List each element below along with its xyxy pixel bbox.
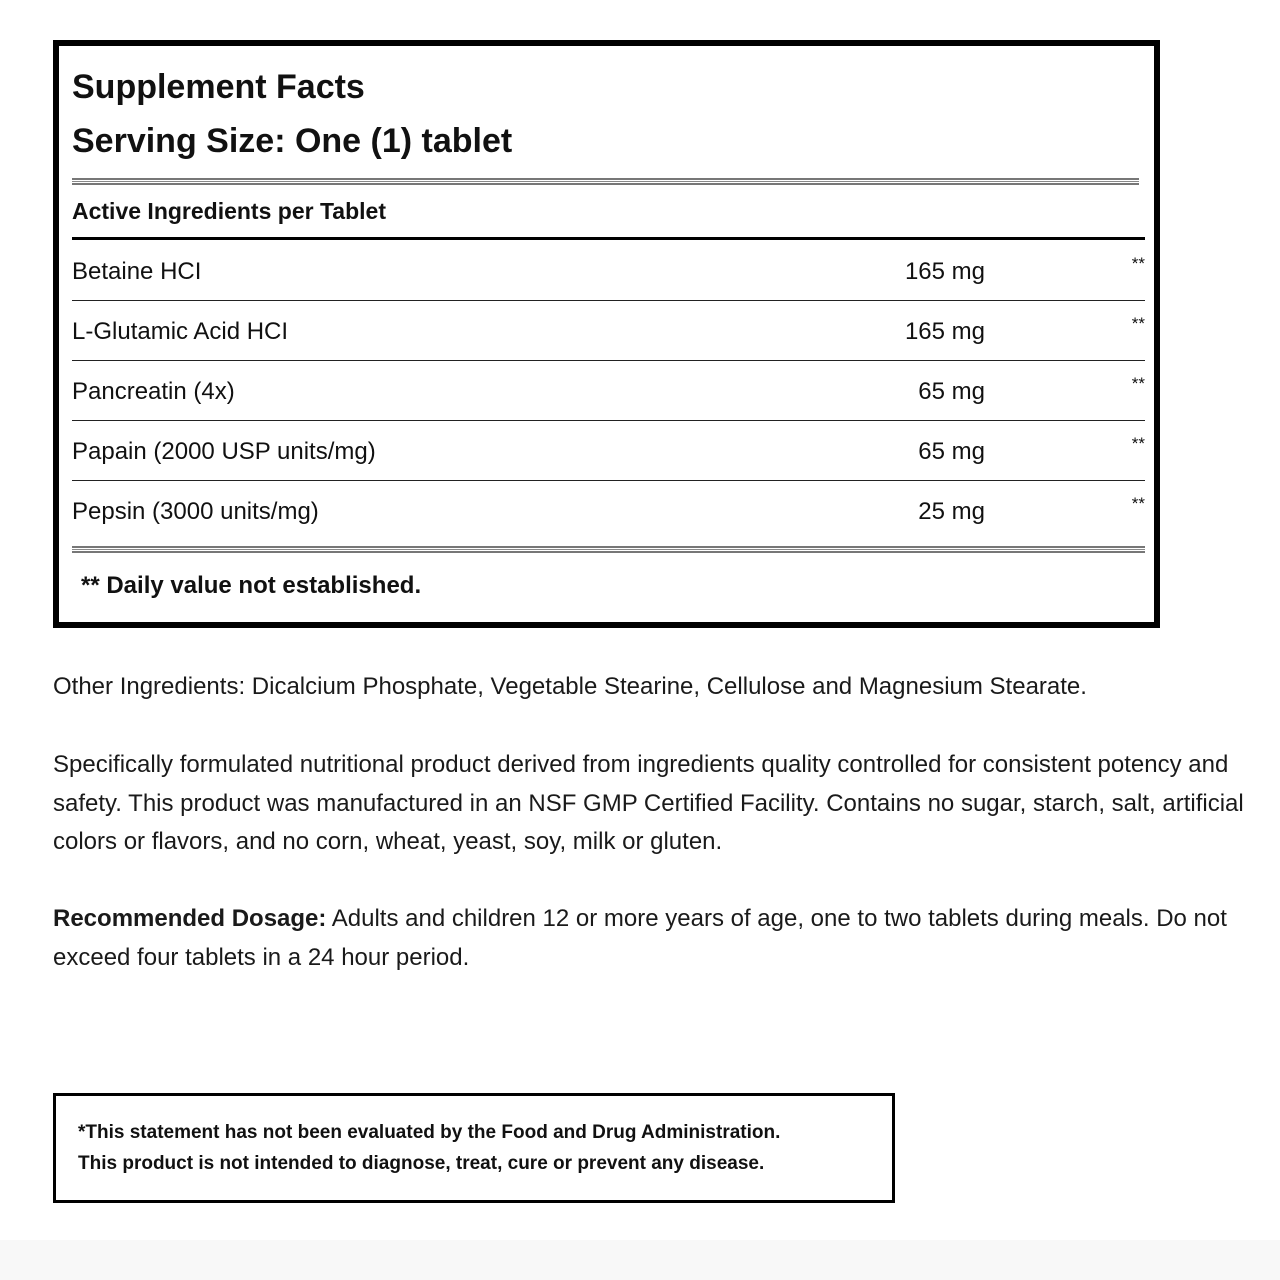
recommended-dosage: [53, 900, 1233, 977]
daily-value-marker: **: [1131, 314, 1145, 333]
ingredient-amount: 165 mg: [904, 318, 985, 345]
daily-value-marker: **: [1131, 374, 1145, 393]
page-footer-band: [0, 1240, 1280, 1280]
ingredient-amount: 165 mg: [904, 258, 985, 285]
active-ingredients-header: Active Ingredients per Tablet: [72, 198, 386, 224]
ingredient-row: [72, 240, 1145, 301]
dosage-label: Recommended Dosage:: [53, 905, 327, 932]
double-divider: [72, 546, 1145, 553]
ingredient-row: [72, 360, 1145, 421]
ingredient-name: Betaine HCI: [72, 258, 202, 285]
ingredient-name: Pepsin (3000 units/mg): [72, 498, 319, 525]
daily-value-marker: **: [1131, 434, 1145, 453]
ingredient-row: [72, 480, 1145, 540]
supplement-facts-panel: [53, 40, 1160, 628]
daily-value-footnote: ** Daily value not established.: [81, 572, 422, 599]
ingredient-row: [72, 300, 1145, 361]
fda-disclaimer-box: [53, 1093, 895, 1203]
product-description: Specifically formulated nutritional product derived from ingredients quality controlled for consistent potency and safety. This product was manufactured in an NSF GMP Certified Facility. Contains no sugar, starch, salt, artificial colors or flavors, and no corn, wheat, yeast, soy, milk or gluten.: [53, 751, 1244, 855]
ingredient-row: [72, 420, 1145, 481]
daily-value-marker: **: [1131, 494, 1145, 513]
facts-title: Supplement Facts: [72, 68, 365, 106]
other-ingredients: Other Ingredients: Dicalcium Phosphate, Vegetable Stearine, Cellulose and Magnesium Stearate.: [53, 673, 1087, 700]
ingredient-amount: 65 mg: [918, 378, 985, 405]
dosage-text: Adults and children 12 or more years of age, one to two tablets during meals. Do not exceed four tablets in a 24 hour period.: [53, 905, 1227, 971]
ingredient-name: Pancreatin (4x): [72, 378, 235, 405]
ingredient-name: Papain (2000 USP units/mg): [72, 438, 376, 465]
ingredient-amount: 25 mg: [918, 498, 985, 525]
disclaimer-line-2: This product is not intended to diagnose, treat, cure or prevent any disease.: [78, 1153, 765, 1174]
daily-value-marker: **: [1131, 254, 1145, 273]
serving-size: Serving Size: One (1) tablet: [72, 122, 513, 160]
double-divider: [72, 178, 1139, 185]
disclaimer-line-1: *This statement has not been evaluated by the Food and Drug Administration.: [78, 1122, 781, 1143]
ingredient-amount: 65 mg: [918, 438, 985, 465]
ingredient-name: L-Glutamic Acid HCI: [72, 318, 289, 345]
